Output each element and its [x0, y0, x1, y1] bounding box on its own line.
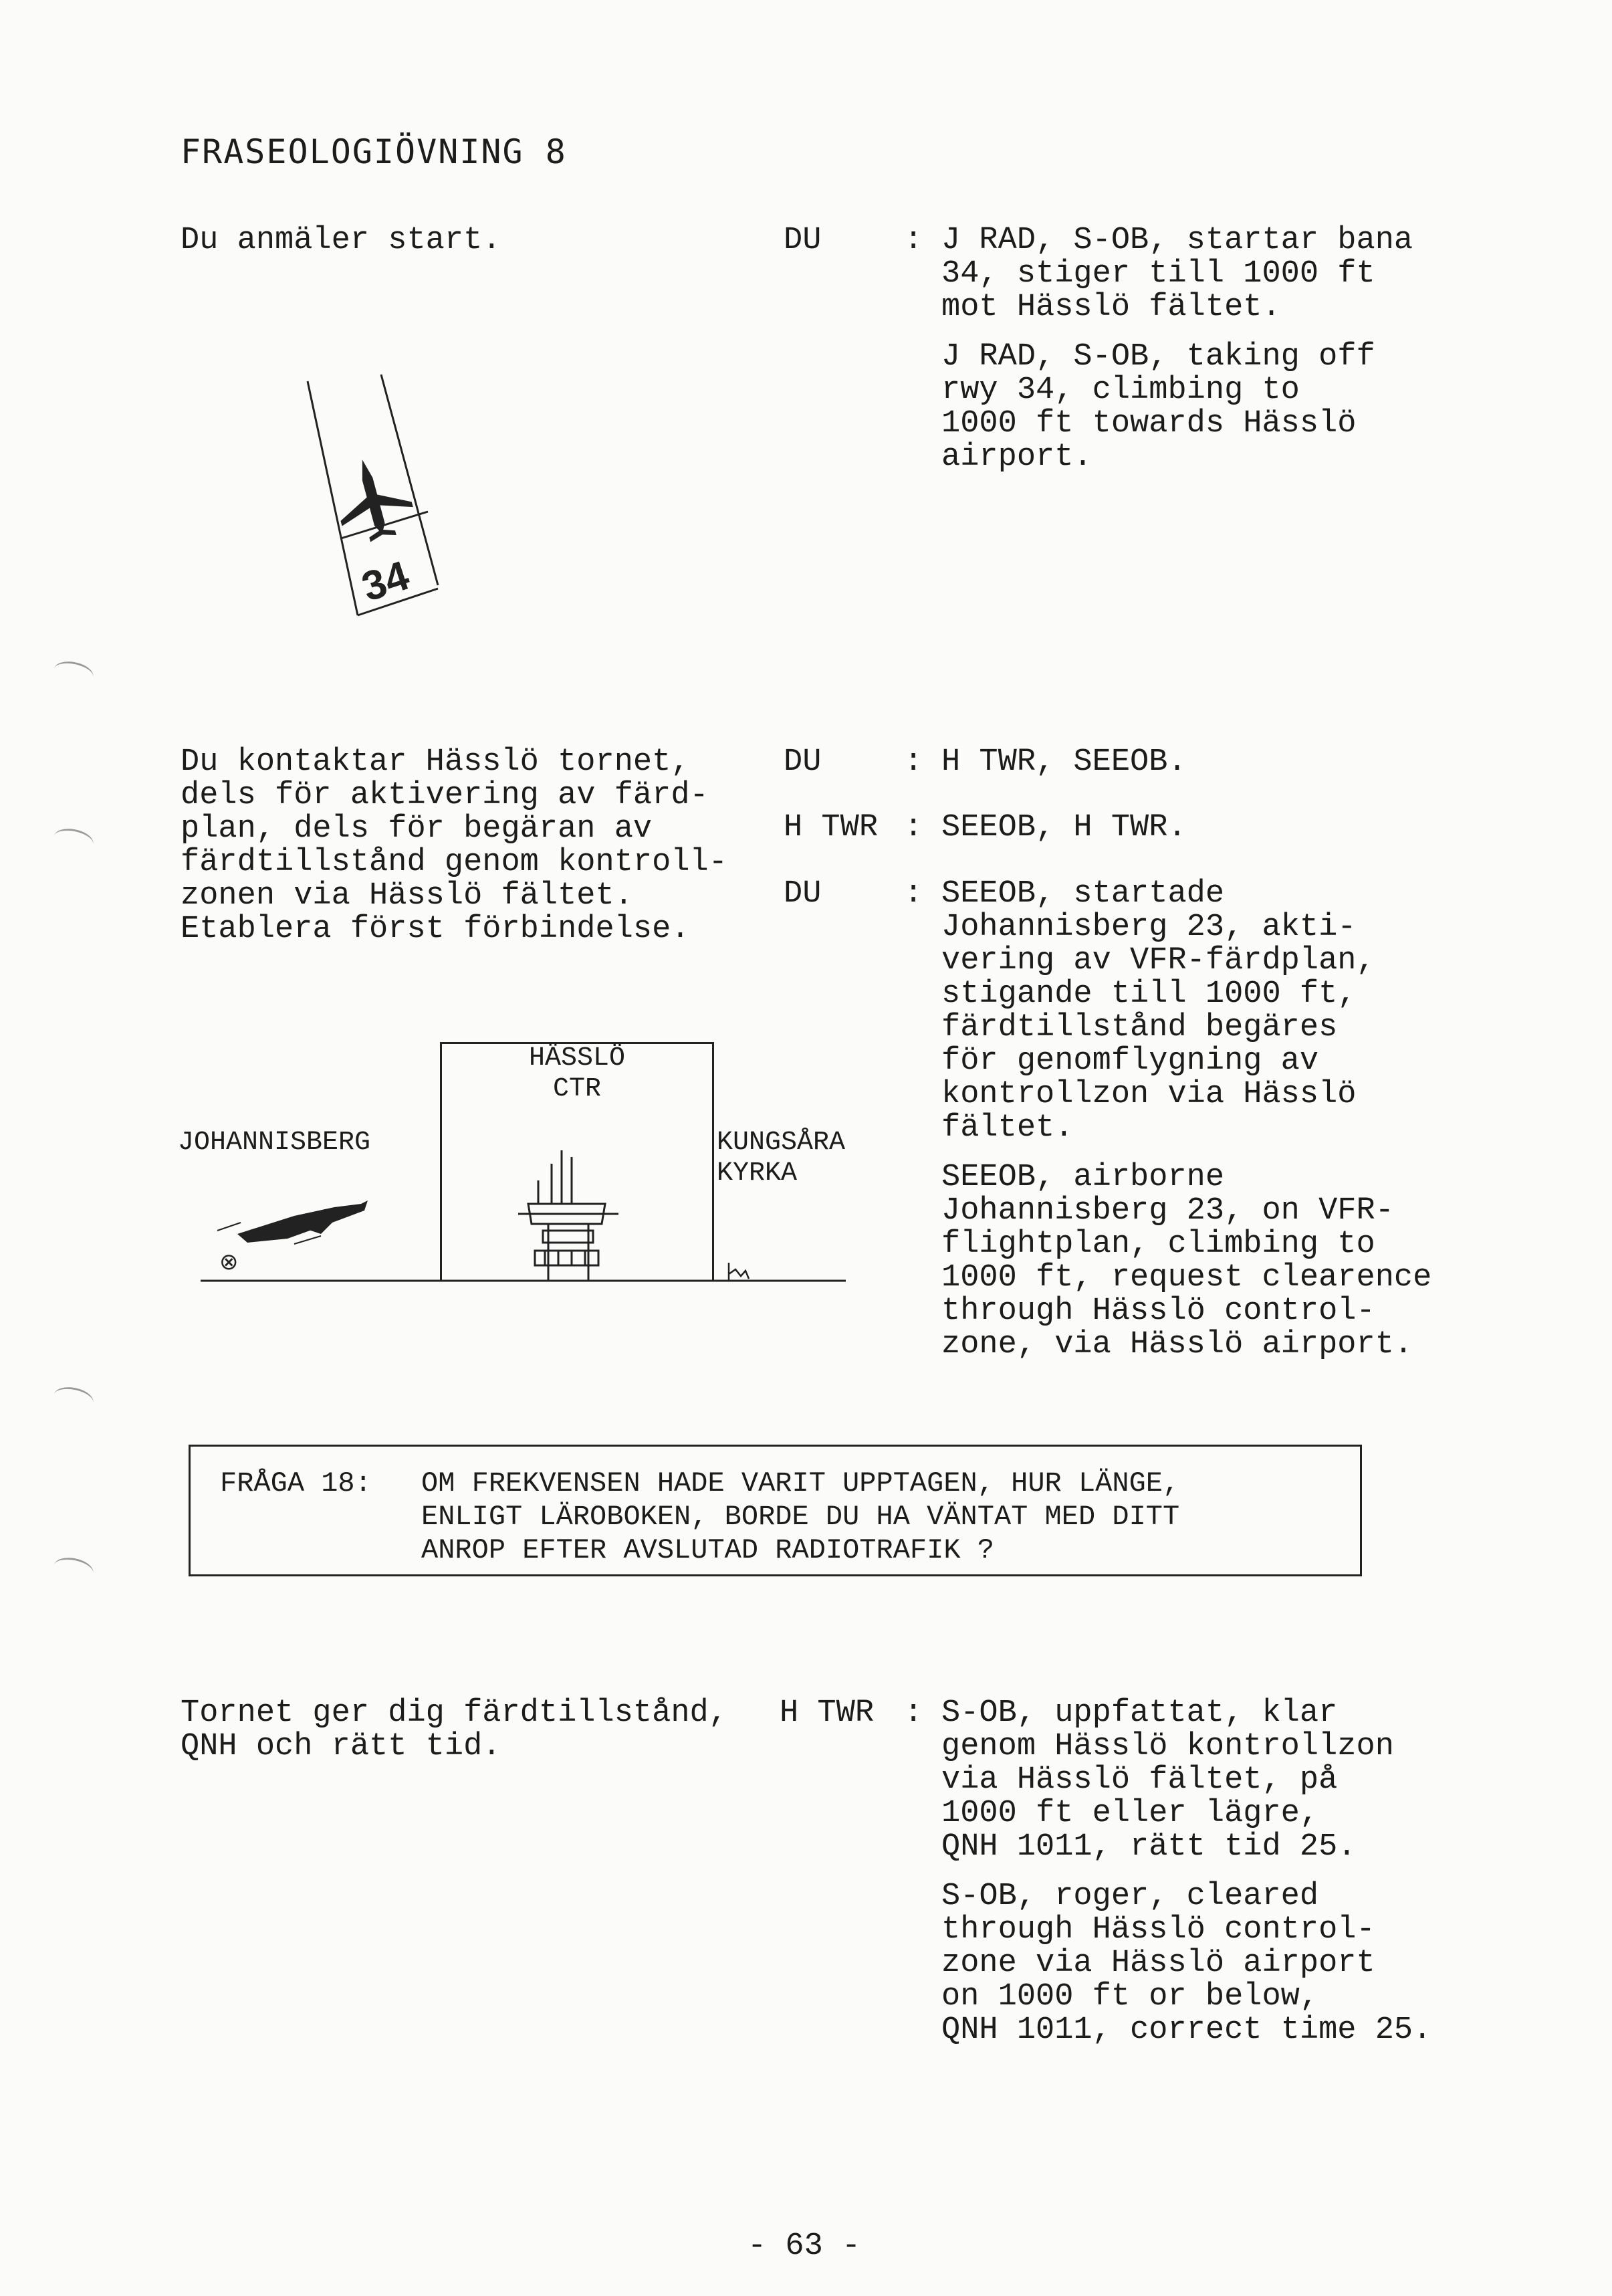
church-icon [729, 1263, 749, 1281]
reply-swedish: H TWR, SEEOB. [941, 744, 1187, 780]
ctr-label: HÄSSLÖ CTR [528, 1043, 626, 1104]
punch-mark [51, 1384, 96, 1414]
colon: : [904, 876, 923, 912]
speaker-label: DU [784, 744, 822, 780]
punch-mark [51, 658, 96, 688]
page-title: FRASEOLOGIÖVNING 8 [181, 132, 567, 171]
runway-edge-left [308, 381, 358, 615]
johannisberg-label: JOHANNISBERG [178, 1128, 371, 1158]
map-illustration [201, 1110, 856, 1297]
speaker-label: DU [784, 223, 822, 258]
reply-swedish: J RAD, S-OB, startar bana 34, stiger till 1000 ft mot Hässlö fältet. [941, 223, 1413, 325]
question-text: OM FREKVENSEN HADE VARIT UPPTAGEN, HUR LÄNGE, ENLIGT LÄROBOKEN, BORDE DU HA VÄNTAT MED DITT ANROP EFTER AVSLUTAD RADIOTRAFIK ? [421, 1467, 1180, 1566]
page-number: - 63 - [747, 2228, 861, 2264]
reply-swedish: SEEOB, startade Johannisberg 23, akti- vering av VFR-färdplan, stigande till 1000 ft, färdtillstånd begäres för genomflygning av kontrollzon via Hässlö fältet. [941, 876, 1375, 1146]
reply-block [941, 1697, 1431, 2063]
runway-number: 34 [356, 552, 415, 611]
reply-english: J RAD, S-OB, taking off rwy 34, climbing to 1000 ft towards Hässlö airport. [941, 339, 1375, 475]
kungsara-label: KUNGSÅRA KYRKA [717, 1128, 846, 1188]
task-text: Du kontaktar Hässlö tornet, dels för aktivering av färd- plan, dels för begäran av färdtillstånd genom kontroll- zonen via Hässlö fältet. Etablera först förbindelse. [181, 744, 727, 947]
reply-swedish: SEEOB, H TWR. [941, 810, 1187, 845]
reply-block [941, 877, 1431, 1378]
question-box [189, 1445, 1362, 1576]
runway-illustration [294, 361, 461, 629]
field-symbol: ⊗ [219, 1249, 239, 1275]
colon: : [904, 223, 923, 258]
colon: : [904, 1695, 923, 1731]
runway-edge-right [381, 375, 438, 585]
colon: : [904, 810, 923, 845]
reply-block [941, 224, 1413, 490]
colon: : [904, 744, 923, 780]
task-text: Tornet ger dig färdtillstånd, QNH och rätt tid. [181, 1695, 727, 1764]
reply-english: S-OB, roger, cleared through Hässlö control- zone via Hässlö airport on 1000 ft or below, QNH 1011, correct time 25. [941, 1879, 1432, 2048]
speaker-label: H TWR [780, 1695, 875, 1731]
speaker-label: H TWR [784, 810, 879, 845]
control-tower-icon [518, 1150, 618, 1281]
reply-swedish: S-OB, uppfattat, klar genom Hässlö kontrollzon via Hässlö fältet, på 1000 ft eller lägre, QNH 1011, rätt tid 25. [941, 1695, 1394, 1865]
speaker-label: DU [784, 876, 822, 912]
punch-mark [51, 1554, 96, 1584]
task-text: Du anmäler start. [181, 223, 501, 258]
question-label: FRÅGA 18: [220, 1467, 372, 1499]
airplane-icon [217, 1201, 368, 1244]
reply-english: SEEOB, airborne Johannisberg 23, on VFR- flightplan, climbing to 1000 ft, request clearence through Hässlö control- zone, via Hässlö airport. [941, 1160, 1432, 1362]
punch-mark [51, 825, 96, 855]
